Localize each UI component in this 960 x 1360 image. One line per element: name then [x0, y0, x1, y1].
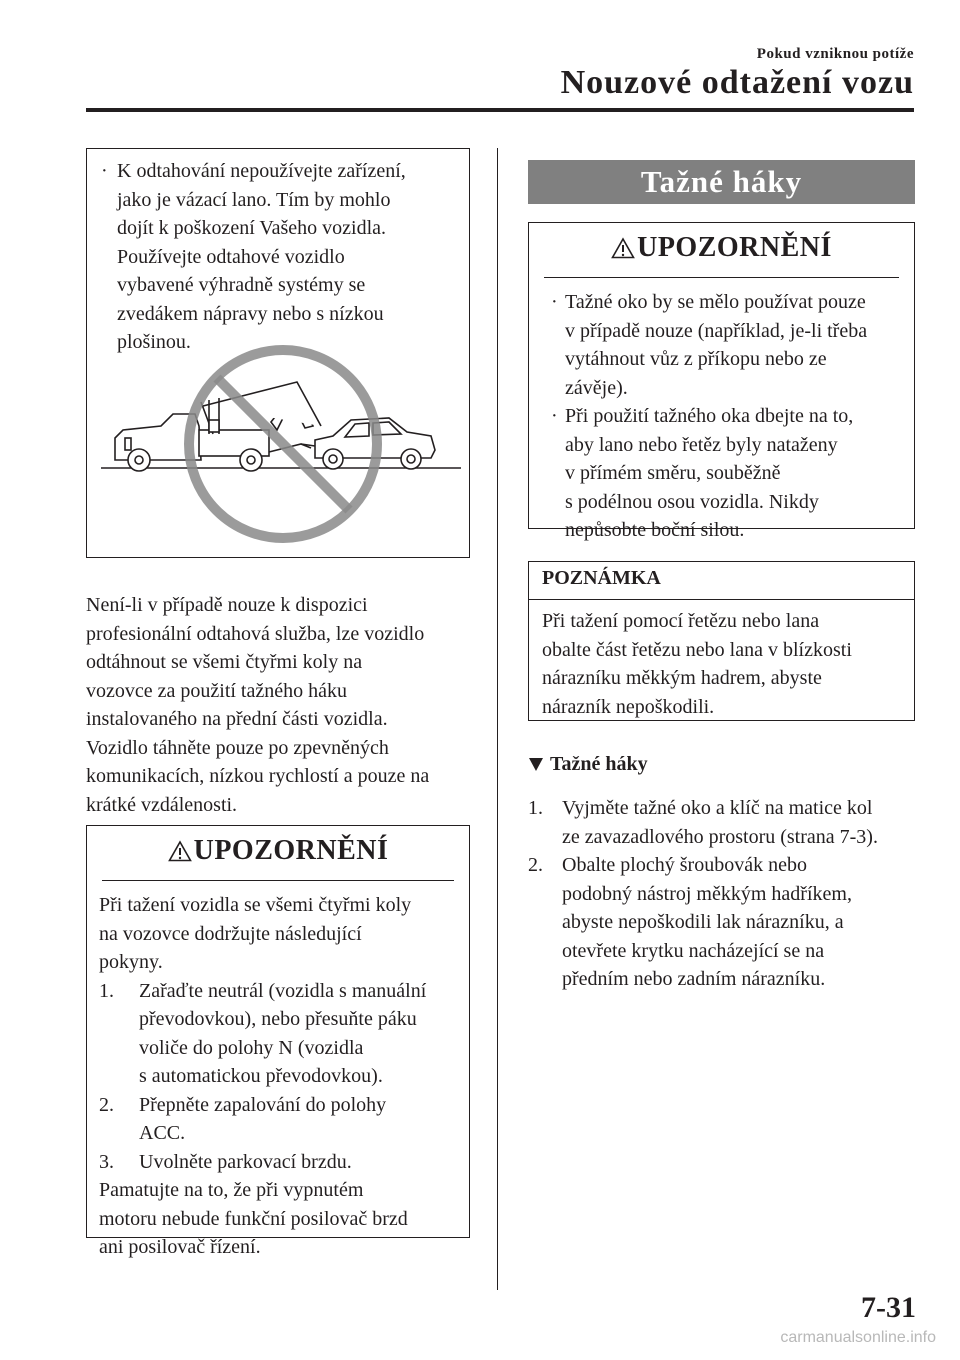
warning-line: Při tažení vozidla se všemi čtyřmi koly: [99, 894, 412, 916]
bullet-line: plošinou.: [117, 331, 191, 353]
bullet-line: zvedákem nápravy nebo s nízkou: [117, 302, 384, 325]
warning-title: UPOZORNĚNÍ: [529, 231, 914, 265]
down-triangle-icon: [528, 756, 544, 772]
bullet-dot: ·: [101, 160, 108, 182]
column-divider: [497, 148, 498, 1290]
paragraph-line: profesionální odtahová služba, lze vozidlo: [86, 622, 425, 645]
paragraph-line: Vozidlo táhněte pouze po zpevněných: [86, 736, 389, 759]
bullet-dot: ·: [551, 291, 558, 313]
paragraph-line: instalovaného na přední části vozidla.: [86, 708, 388, 730]
warning-box-left: [86, 825, 470, 1258]
bullet-line: Používejte odtahové vozidlo: [117, 245, 345, 268]
numbered-step: 1. Vyjměte tažné oko a klíč na matice kol ze zavazadlového prostoru (strana 7-3).: [528, 797, 878, 848]
note-body: Při tažení pomocí řetězu nebo lana obalte část řetězu nebo lana v blízkosti nárazníku měkkým hadrem, abyste nárazník nepoškodili.: [542, 610, 852, 718]
paragraph-line: vozovce za použití tažného háku: [86, 679, 347, 702]
note-heading: POZNÁMKA: [542, 567, 661, 589]
warning-continuation-box: [86, 148, 470, 558]
paragraph-line: odtáhnout se všemi čtyřmi koly na: [86, 651, 363, 673]
page-number: 7-31: [861, 1291, 916, 1324]
warning-box-right: [528, 222, 915, 541]
section-title-bar: Tažné háky: [528, 160, 915, 204]
running-header-section: Pokud vzniknou potíže: [756, 46, 914, 62]
warning-triangle-icon: [611, 237, 635, 259]
bullet-line: vybavené výhradně systémy se: [117, 274, 366, 296]
warning-line: ani posilovač řízení.: [99, 1236, 261, 1258]
header-rule: [86, 108, 914, 112]
warning-line: motoru nebude funkční posilovač brzd: [99, 1207, 408, 1230]
warning-body: [529, 278, 914, 545]
prohibited-sling-tow-icon: [101, 342, 461, 547]
warning-triangle-icon: [168, 840, 192, 862]
numbered-step: 3. Uvolněte parkovací brzdu.: [99, 1150, 352, 1173]
bullet-item: [87, 157, 467, 357]
footer-watermark: carmanualsonline.info: [780, 1329, 936, 1346]
warning-line: pokyny.: [99, 951, 163, 973]
bullet-dot: ·: [551, 405, 558, 427]
procedure-steps: [528, 794, 928, 994]
numbered-step: 2. Přepněte zapalování do polohy ACC.: [99, 1093, 387, 1144]
numbered-step: 2. Obalte plochý šroubovák nebo podobný nástroj měkkým hadříkem, abyste nepoškodili lak nárazníku, a otevřete krytku nacházející se na předním nebo zadním nárazníku.: [528, 854, 852, 990]
paragraph-line: Není-li v případě nouze k dispozici: [86, 594, 368, 616]
bullet-item: · Při použití tažného oka dbejte na to, aby lano nebo řetěz byly nataženy v přímém směru, souběžně s podélnou osou vozidla. Nikdy nepůsobte boční silou.: [537, 402, 904, 545]
towing-intro-paragraph: [86, 591, 478, 819]
note-box: [528, 561, 915, 721]
bullet-line: K odtahování nepoužívejte zařízení,: [117, 160, 406, 182]
warning-title: UPOZORNĚNÍ: [87, 834, 469, 868]
warning-line: Pamatujte na to, že při vypnutém: [99, 1179, 364, 1201]
bullet-line: dojít k poškození Vašeho vozidla.: [117, 217, 387, 239]
bullet-line: jako je vázací lano. Tím by mohlo: [117, 188, 391, 211]
warning-body: [87, 881, 469, 1262]
chapter-title: Nouzové odtažení vozu: [560, 64, 914, 101]
paragraph-line: krátké vzdálenosti.: [86, 793, 238, 816]
bullet-item: · Tažné oko by se mělo používat pouze v případě nouze (například, je-li třeba vytáhnout vůz z příkopu nebo ze závěje).: [537, 288, 904, 402]
warning-line: na vozovce dodržujte následující: [99, 922, 362, 945]
numbered-step: 1. Zařaďte neutrál (vozidla s manuální převodovkou), nebo přesuňte páku voliče do polohy N (vozidla s automatickou převodovkou).: [99, 979, 427, 1087]
subsection-heading: Tažné háky: [528, 753, 648, 776]
paragraph-line: komunikacích, nízkou rychlostí a pouze na: [86, 765, 430, 787]
